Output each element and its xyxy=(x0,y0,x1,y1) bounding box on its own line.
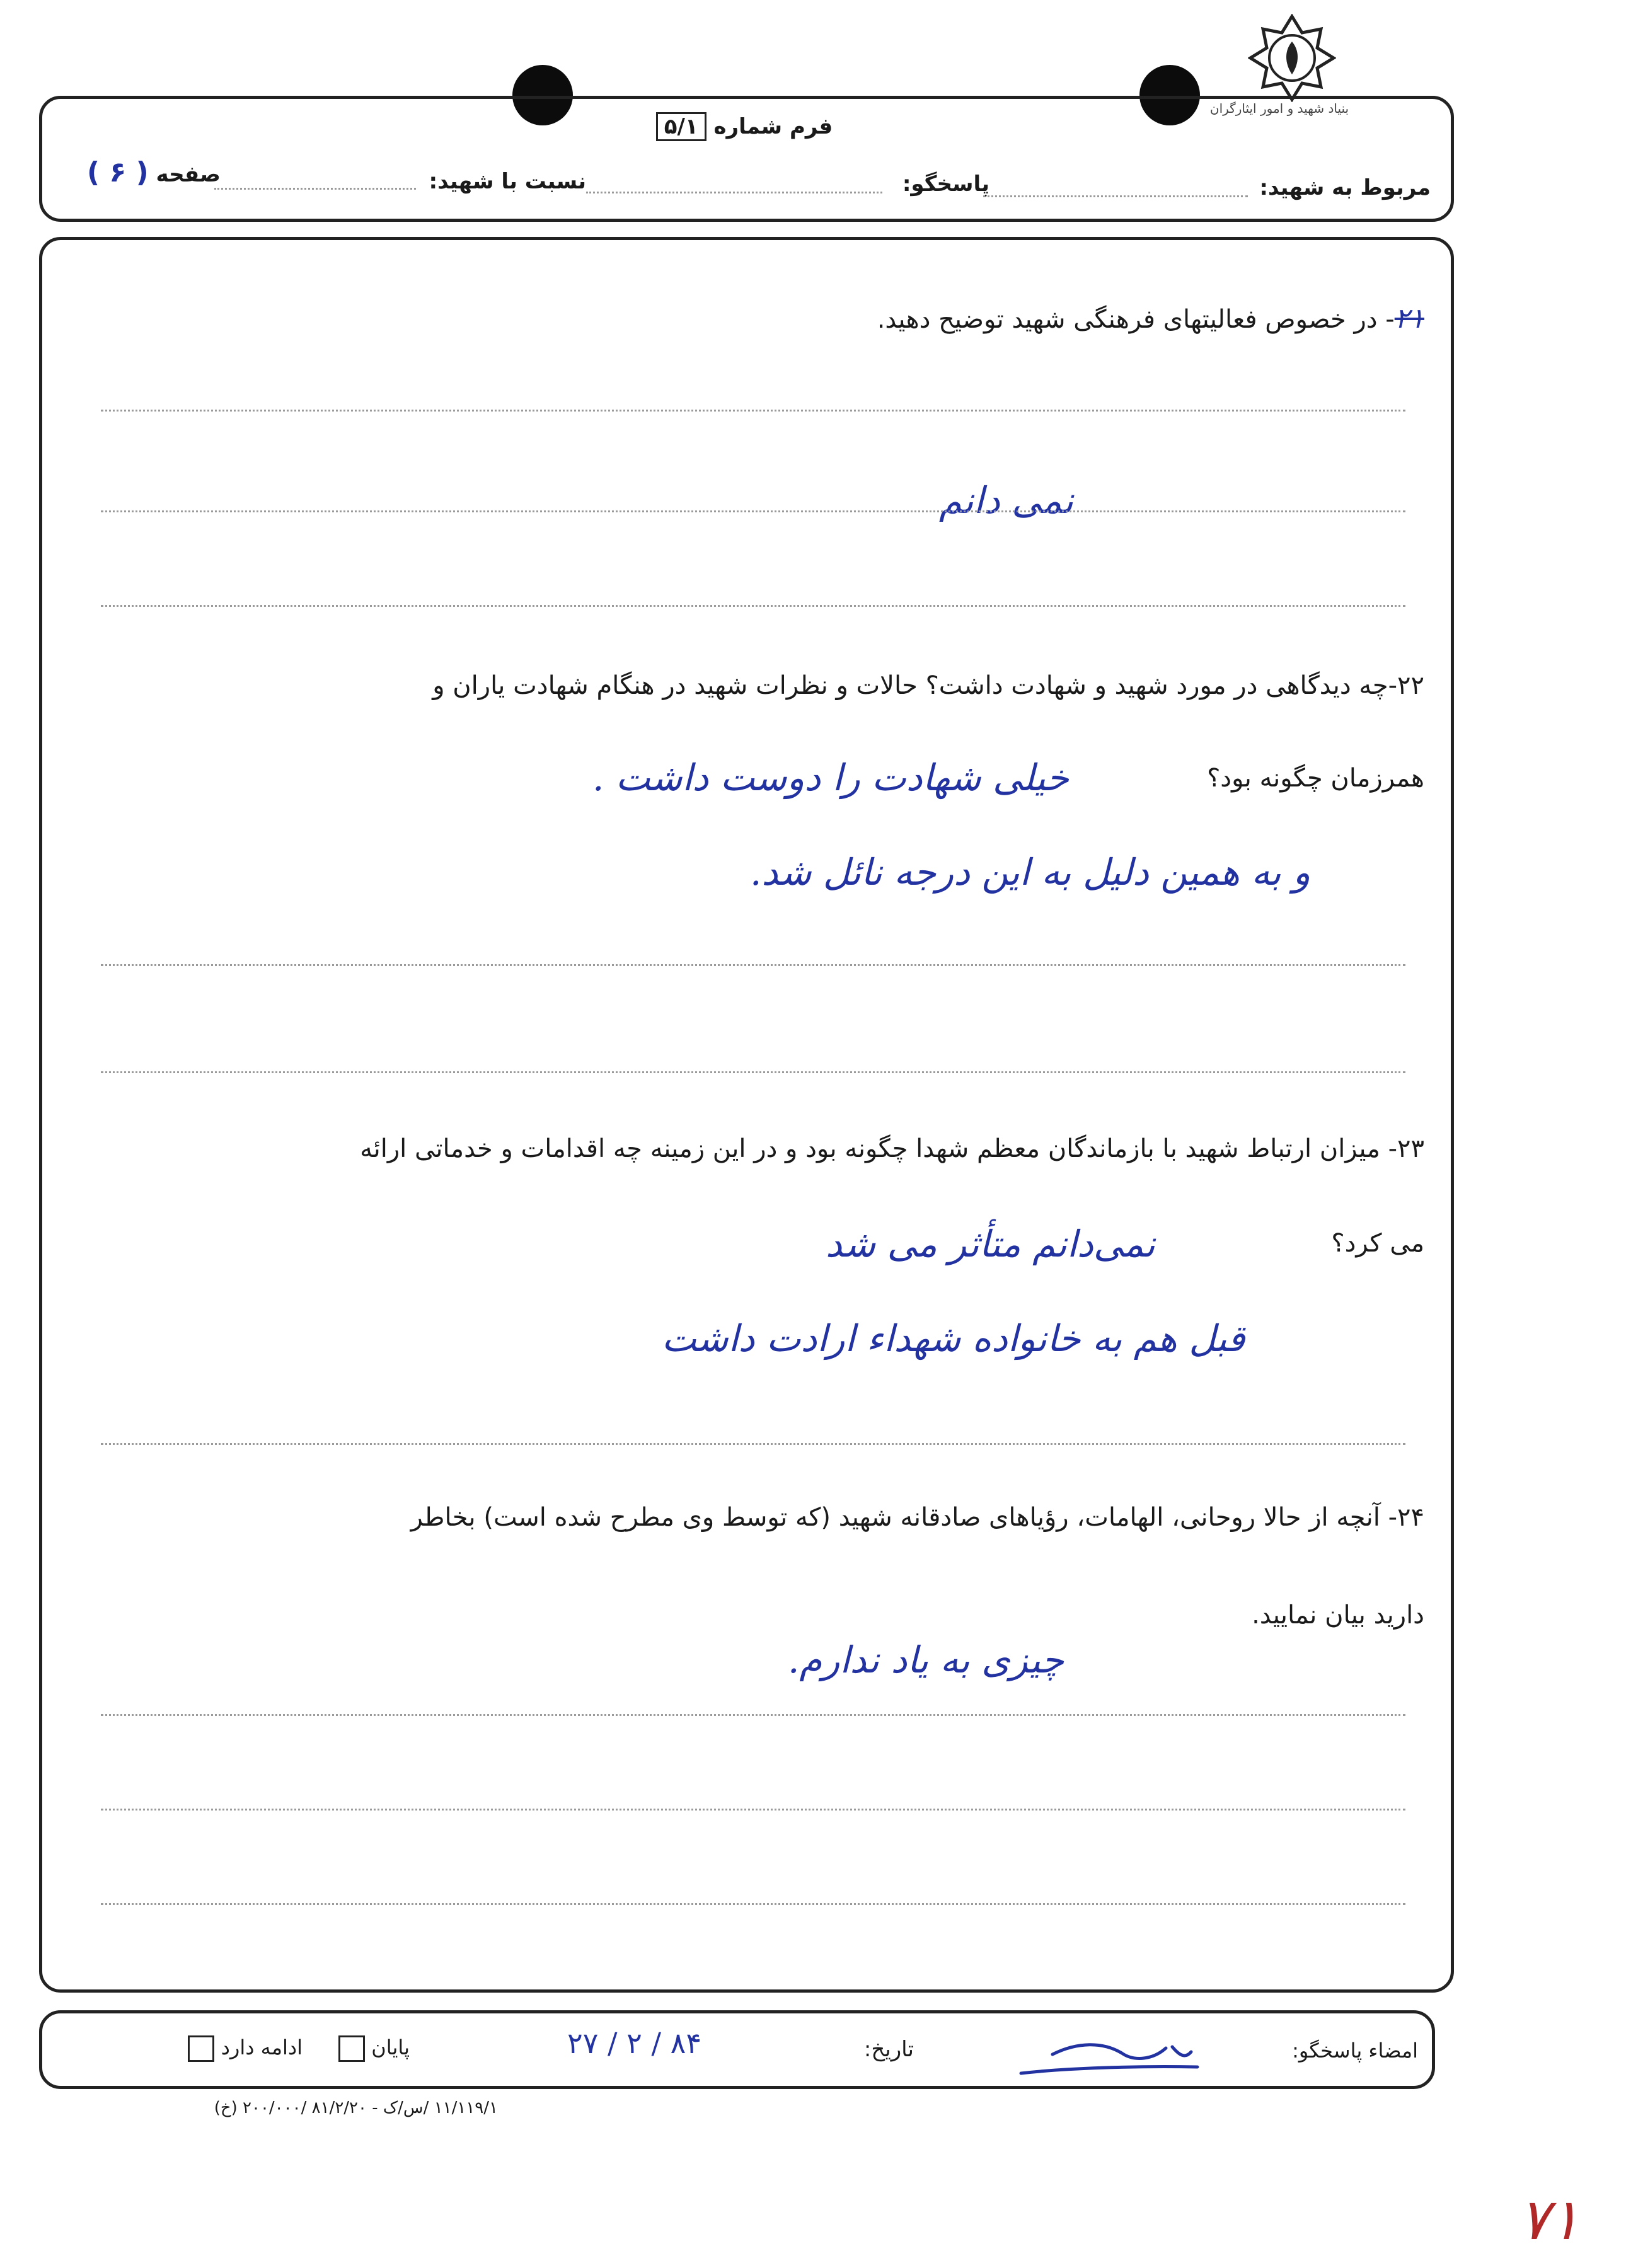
answer-line xyxy=(101,605,1405,607)
answer-line xyxy=(101,1903,1405,1905)
form-title xyxy=(637,112,845,141)
answer-22-2: و به همین دلیل به این درجه نائل شد. xyxy=(750,851,1311,894)
question-22-line2: همرزمان چگونه بود؟ xyxy=(1207,764,1424,793)
end-option[interactable] xyxy=(315,2035,410,2062)
answer-22-1: خیلی شهادت را دوست داشت . xyxy=(592,756,1069,799)
answer-line xyxy=(101,1443,1405,1445)
question-24-line2: دارید بیان نمایید. xyxy=(1252,1601,1424,1630)
corner-number: ۷۱ xyxy=(1519,2187,1580,2253)
answer-line xyxy=(101,1071,1405,1073)
answer-line xyxy=(101,1714,1405,1716)
continue-option[interactable] xyxy=(151,2035,303,2062)
org-name: بنیاد شهید و امور ایثارگران xyxy=(1209,101,1349,116)
question-21-text: در خصوص فعالیتهای فرهنگی شهید توضیح دهید. xyxy=(877,305,1378,334)
form-number: ۵/۱ xyxy=(656,112,706,141)
continue-checkbox[interactable] xyxy=(188,2035,214,2062)
form-code: ۱۱/۱۱۹/۱ /س/ک - ۸۱/۲/۲۰ /۲۰۰/۰۰۰ (خ) xyxy=(214,2098,498,2117)
answer-line xyxy=(101,410,1405,412)
answer-line xyxy=(101,964,1405,966)
field-page-label: صفحه xyxy=(156,162,221,187)
field-page-value: ( ۶ ) xyxy=(86,156,149,188)
date-value: ۸۴ / ۲ / ۲۷ xyxy=(567,2026,702,2060)
question-21: ۲۱- در خصوص فعالیتهای فرهنگی شهید توضیح دهید. xyxy=(877,302,1424,335)
field-respondent-label: پاسخگو: xyxy=(902,171,989,197)
question-21-number: ۲۱ xyxy=(1394,302,1424,335)
relation-line xyxy=(214,188,416,190)
field-martyr-label: مربوط به شهید: xyxy=(1259,175,1431,200)
answer-24-1: چیزی به یاد ندارم. xyxy=(788,1638,1064,1681)
continue-label: ادامه دارد xyxy=(221,2035,303,2059)
form-label: فرم شماره xyxy=(713,114,833,139)
field-relation xyxy=(416,169,586,194)
field-relation-label: نسبت با شهید: xyxy=(429,169,586,194)
question-23-line2: می کرد؟ xyxy=(1331,1229,1424,1258)
field-respondent xyxy=(882,171,989,197)
signature xyxy=(1008,2029,1216,2080)
respondent-line xyxy=(586,192,882,193)
question-22: ۲۲-چه دیدگاهی در مورد شهید و شهادت داشت؟ حالات و نظرات شهید در هنگام شهادت یاران و xyxy=(432,671,1424,700)
answer-line xyxy=(101,1809,1405,1810)
signature-label: امضاء پاسخگو: xyxy=(1292,2039,1418,2063)
answer-21-1: نمی دانم xyxy=(939,479,1074,522)
question-24: ۲۴- آنچه از حالا روحانی، الهامات، رؤیاهای صادقانه شهید (که توسط وی مطرح شده است) بخاطر xyxy=(410,1503,1424,1532)
field-martyr xyxy=(1242,175,1431,200)
answer-line xyxy=(101,510,1405,512)
answer-23-2: قبل هم به خانواده شهداء ارادت داشت xyxy=(662,1317,1245,1360)
question-23: ۲۳- میزان ارتباط شهید با بازماندگان معظم شهدا چگونه بود و در این زمینه چه اقدامات و خدماتی ارائه xyxy=(360,1134,1424,1163)
answer-23-1: نمی‌دانم متأثر می شد xyxy=(826,1223,1155,1265)
main-box xyxy=(39,237,1454,1993)
field-page xyxy=(76,156,221,188)
martyr-line xyxy=(983,195,1248,197)
end-checkbox[interactable] xyxy=(338,2035,365,2062)
date-label: تاریخ: xyxy=(863,2037,914,2062)
emblem-icon xyxy=(1248,14,1336,102)
logo xyxy=(1248,14,1336,102)
end-label: پایان xyxy=(371,2035,410,2059)
